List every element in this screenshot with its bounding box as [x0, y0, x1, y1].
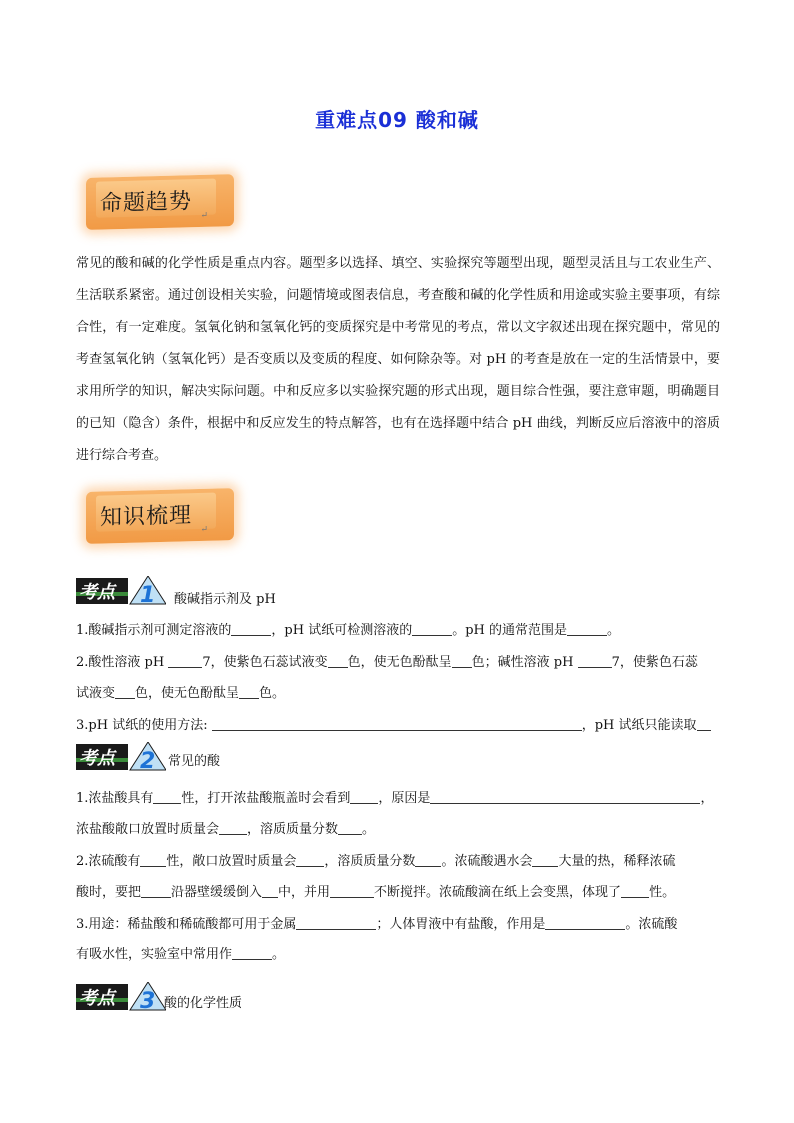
s2-line-6: 有吸水性，实验室中常用作 。 — [76, 947, 286, 962]
s1-line-2: 2.酸性溶液 pH 7，使紫色石蕊试液变 色，使无色酚酞呈 色；碱性溶液 pH 7，使紫色石蕊 — [76, 655, 698, 670]
s1-line-3: 试液变 色，使无色酚酞呈 色。 — [76, 686, 286, 701]
section-1-title: 酸碱指示剂及 pH — [174, 592, 276, 607]
s2-line-4: 酸时，要把 沿器壁缓缓倒入 中，并用 不断搅拌。浓硫酸滴在纸上会变黑，体现了 性。 — [76, 885, 676, 900]
s2-line-5: 3.用途：稀盐酸和稀硫酸都可用于金属 ；人体胃液中有盐酸，作用是 。浓硫酸 — [76, 917, 678, 932]
badge-text: 考点 — [79, 988, 115, 1009]
paragraph-mark-icon: ↵ — [200, 524, 208, 535]
s2-line-1: 1.浓盐酸具有 性，打开浓盐酸瓶盖时会看到 ，原因是 ， — [76, 791, 714, 806]
kaodian-badge-1 — [76, 576, 166, 606]
badge-number: 2 — [140, 749, 156, 772]
badge-number: 3 — [140, 989, 156, 1012]
knowledge-banner — [86, 488, 234, 544]
badge-text: 考点 — [79, 582, 115, 603]
badge-text: 考点 — [79, 748, 115, 769]
intro-paragraph: 常见的酸和碱的化学性质是重点内容。题型多以选择、填空、实验探究等题型出现，题型灵活且与工农业生产、生活联系紧密。通过创设相关实验，问题情境或图表信息，考查酸和碱的化学性质和用途或实验主要事项，有综合性，有一定难度。氢氧化钠和氢氧化钙的变质探究是中考常见的考点，常以文字叙述出现在探究题中，常见的考查氢氧化钠（氢氧化钙）是否变质以及变质的程度、如何除杂等。对 pH 的考查是放在一定的生活情景中，要求用所学的知识，解决实际问题。中和反应多以实验探究题的形式出现，题目综合性强，要注意审题，明确题目的已知（隐含）条件，根据中和反应发生的特点解答，也有在选择题中结合 pH 曲线，判断反应后溶液中的溶质进行综合考查。 — [76, 256, 720, 463]
s2-line-2: 浓盐酸敞口放置时质量会 ，溶质质量分数 。 — [76, 822, 376, 837]
page-title: 重难点09 酸和碱 — [315, 108, 479, 132]
trend-banner — [86, 174, 234, 230]
paragraph-mark-icon: ↵ — [200, 210, 208, 221]
kaodian-badge-3 — [76, 982, 166, 1012]
s1-line-1: 1.酸碱指示剂可测定溶液的 ，pH 试纸可检测溶液的 。pH 的通常范围是 。 — [76, 623, 621, 638]
trend-banner-label: 命题趋势 — [100, 189, 193, 217]
section-3-title: 酸的化学性质 — [164, 996, 243, 1011]
knowledge-banner-label: 知识梳理 — [100, 503, 193, 531]
kaodian-badge-2 — [76, 742, 166, 772]
badge-number: 1 — [140, 583, 156, 606]
section-2-title: 常见的酸 — [168, 754, 221, 769]
s1-line-4: 3.pH 试纸的使用方法: ，pH 试纸只能读取 — [76, 716, 722, 736]
s2-line-3: 2.浓硫酸有 性，敞口放置时质量会 ，溶质质量分数 。浓硫酸遇水会 大量的热，稀释浓硫 — [76, 854, 676, 869]
